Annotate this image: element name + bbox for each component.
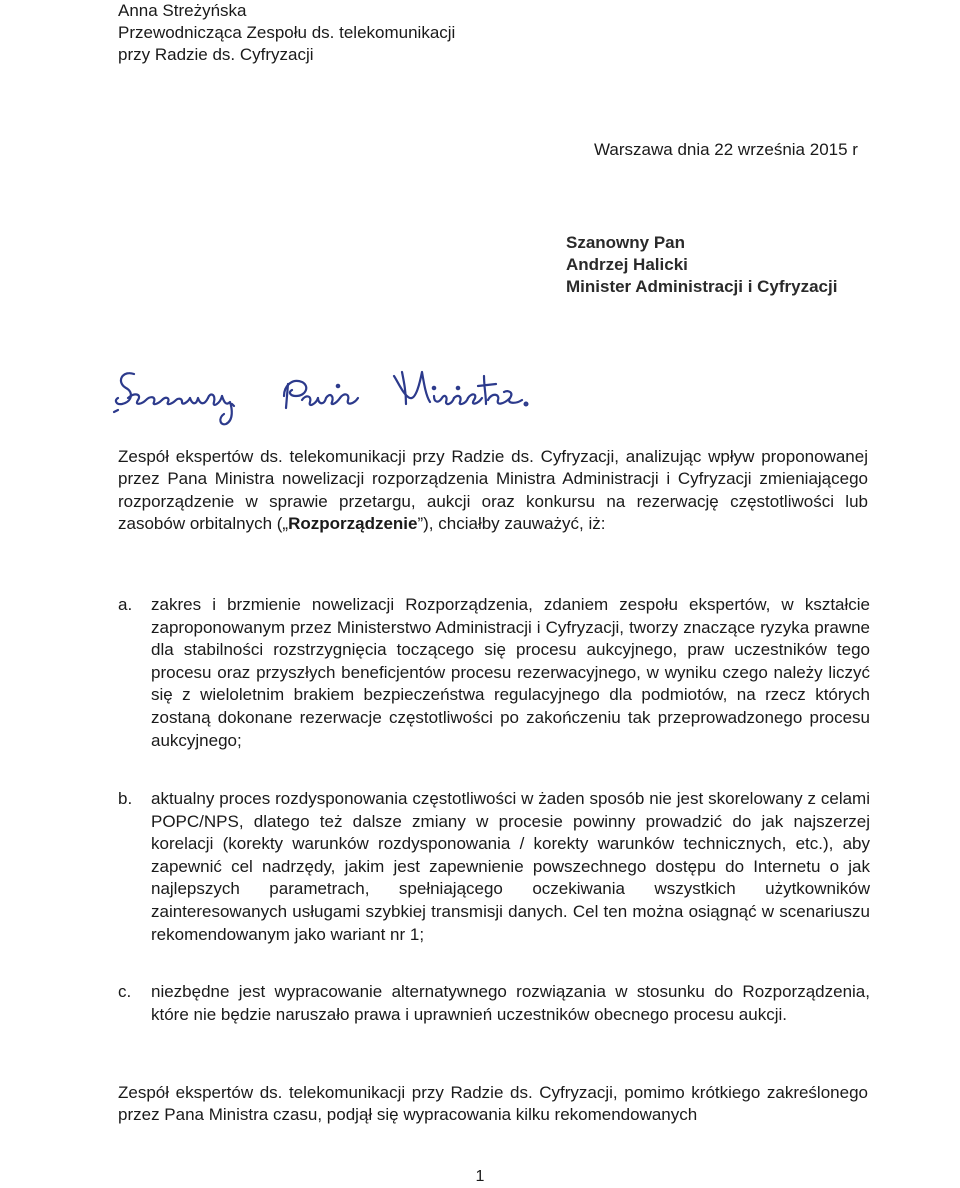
handwriting-drawing: [112, 362, 532, 454]
recipient-block: [566, 232, 837, 298]
list-item-marker: c.: [118, 982, 132, 1001]
sender-affiliation: przy Radzie ds. Cyfryzacji: [118, 45, 314, 64]
intro-defined-term: Rozporządzenie: [288, 513, 418, 533]
closing-paragraph: Zespół ekspertów ds. telekomunikacji przy Radzie ds. Cyfryzacji, pomimo krótkiego zakreślonego przez Pana Ministra czasu, podjął się wypracowania kilku rekomendowanych: [118, 1083, 868, 1125]
list-item-text: aktualny proces rozdysponowania częstotliwości w żaden sposób nie jest skorelowany z celami POPC/NPS, dlatego też dalsze zmiany w procesie powinny prowadzić do jak najszerzej korelacji (korekty warunków rozdysponowania / korekty warunków technicznych, etc.), aby zapewnić cel nadrzędy, jakim jest zapewnienie powszechnego dostępu do Internetu o jak najlepszych parametrach, spełniającego oczekiwania wszystkich użytkowników zainteresowanych usługami szybkiej transmisji danych. Cel ten można osiągnąć w scenariuszu rekomendowanym jako wariant nr 1;: [151, 789, 870, 944]
sender-name: Anna Streżyńska: [118, 1, 247, 20]
intro-text-end: ”), chciałby zauważyć, iż:: [417, 513, 606, 533]
recipient-name: Andrzej Halicki: [566, 255, 688, 274]
salutation-text: [112, 362, 113, 363]
list-item-marker: a.: [118, 595, 133, 614]
intro-text-start: Zespół ekspertów ds. telekomunikacji przy Radzie ds. Cyfryzacji, analizując wpływ proponowanej przez Pana Ministra nowelizacji rozporządzenia Ministra Administracji i Cyfryzacji zmieniającego rozporządzenie w sprawie przetargu, aukcji oraz konkursu na rezerwację częstotliwości lub zasobów orbitalnych („: [118, 447, 868, 533]
sender-block: [118, 0, 455, 66]
sender-title: Przewodnicząca Zespołu ds. telekomunikacji: [118, 23, 456, 42]
list-item-text: zakres i brzmienie nowelizacji Rozporządzenia, zdaniem zespołu ekspertów, w kształcie zaproponowanym przez Ministerstwo Administracji i Cyfryzacji, tworzy znaczące ryzyka prawne dla stabilności rozstrzygnięcia toczącego się procesu aukcyjnego, praw uczestników tego procesu oraz przyszłych beneficjentów procesu rezerwacyjnego, w wyniku czego należy liczyć się z wieloletnim brakiem bezpieczeństwa regulacyjnego dla podmiotów, na rzecz których zostaną dokonane rezerwacje częstotliwości po zakończeniu tak przeprowadzonego procesu aukcyjnego;: [151, 595, 870, 750]
page-number: 1: [475, 1168, 485, 1185]
handwritten-salutation: [112, 362, 532, 454]
recipient-greeting: Szanowny Pan: [566, 233, 686, 252]
intro-paragraph: [118, 446, 868, 535]
recipient-position: Minister Administracji i Cyfryzacji: [566, 277, 838, 296]
letter-date: Warszawa dnia 22 września 2015 r: [594, 140, 858, 159]
list-item-marker: b.: [118, 789, 133, 808]
list-item-text: niezbędne jest wypracowanie alternatywnego rozwiązania w stosunku do Rozporządzenia, które nie będzie naruszało prawa i uprawnień uczestników obecnego procesu aukcji.: [151, 982, 870, 1024]
